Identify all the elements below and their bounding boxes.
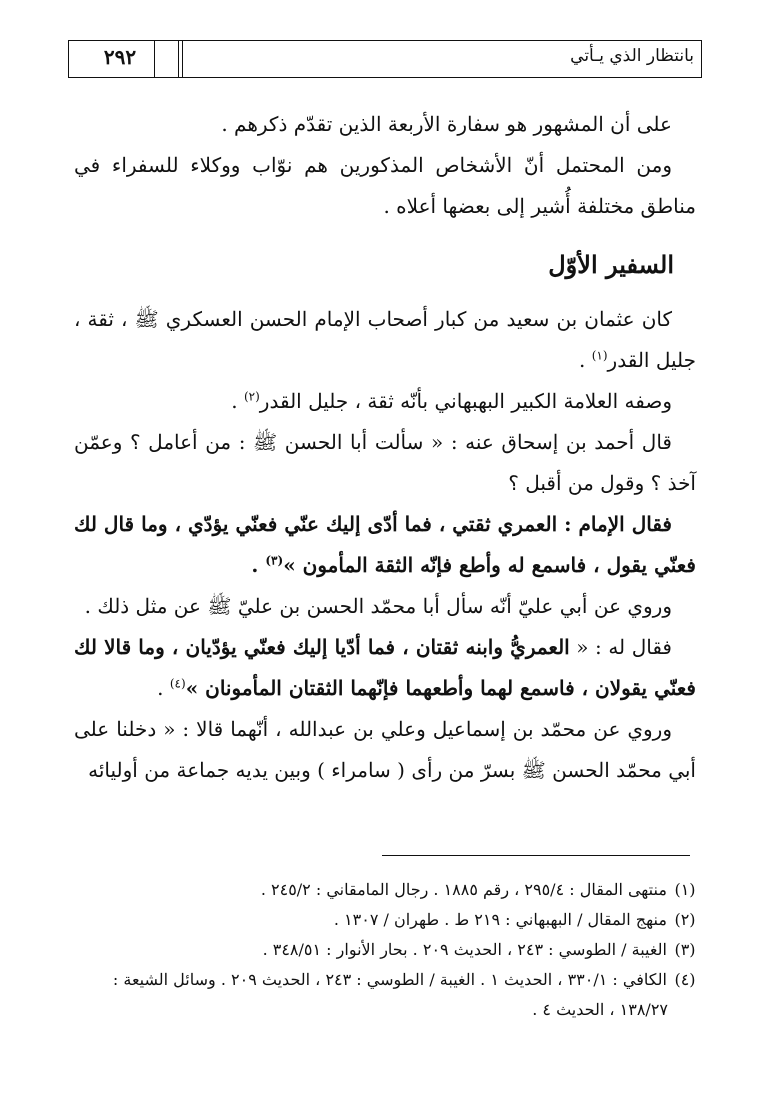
paragraph: وصفه العلامة الكبير البهبهاني بأنّه ثقة ، جليل القدر$^{(٢)}$ .: [231, 389, 672, 413]
footnote-text: الكافي : ٣٣٠/١ ، الحديث ١ . الغيبة / الطوسي : ٢٤٣ ، الحديث ٢٠٩ . وسائل الشيعة :: [112, 970, 667, 989]
footnote-text: منهج المقال / البهبهاني : ٢١٩ ط . طهران / ١٣٠٧ .: [333, 910, 667, 929]
footnote-separator: [382, 855, 690, 856]
footnote-ref: (٢): [243, 389, 260, 404]
paragraph-text: وصفه العلامة الكبير البهبهاني بأنّه ثقة ، جليل القدر: [259, 389, 672, 413]
quotation: فقال له : « العمريُّ وابنه ثقتان ، فما أدّيا إليك فعنّي يؤدّيان ، وما قالا لك فعنّي يقولان ، فاسمع لهما وأطعهما فإنّهما الثقتان المأمونان »$^{(٤)}$ .: [74, 635, 696, 700]
paragraph: على أن المشهور هو سفارة الأربعة الذين تقدّم ذكرهم .: [221, 112, 672, 136]
footnote: [70, 935, 698, 965]
main-text: [74, 104, 696, 791]
footnotes: [70, 875, 698, 1025]
running-title: بانتظار الذي يـأتي: [570, 46, 694, 66]
paragraph: كان عثمان بن سعيد من كبار أصحاب الإمام الحسن العسكري ﷺ ، ثقة ، جليل القدر$^{(١)}$ .: [74, 307, 696, 372]
footnote-number: (٢): [674, 910, 696, 929]
paragraph: قال أحمد بن إسحاق عنه : « سألت أبا الحسن ﷺ : من أعامل ؟ وعمّن آخذ ؟ وقول من أقبل ؟: [74, 430, 696, 495]
footnote-ref: (١): [591, 348, 608, 363]
footnote-ref: (٣): [265, 553, 284, 568]
footnote-number: (٣): [674, 940, 696, 959]
footnote-text: منتهى المقال : ٢٩٥/٤ ، رقم ١٨٨٥ . رجال المامقاني : ٢٤٥/٢ .: [260, 880, 667, 899]
quotation: فقال الإمام : العمري ثقتي ، فما أدّى إليك عنّي فعنّي يؤدّي ، وما قال لك فعنّي يقول ، فاسمع له وأطع فإنّه الثقة المأمون »$^{(٣)}$ .: [74, 512, 696, 577]
footnote: [70, 965, 698, 995]
quotation-text: العمريُّ وابنه ثقتان ، فما أدّيا إليك فعنّي يؤدّيان ، وما قالا لك فعنّي يقولان ، فاسمع لهما وأطعهما فإنّهما الثقتان المأمونان »: [74, 635, 696, 700]
footnote: [70, 905, 698, 935]
footnote-ref: (٤): [169, 676, 186, 691]
header-divider-line: [178, 40, 179, 78]
footnote-number: (٤): [674, 970, 696, 989]
footnote-number: (١): [674, 880, 696, 899]
footnote: [70, 875, 698, 905]
header-divider-line: [182, 40, 183, 78]
paragraph-text: كان عثمان بن سعيد من كبار أصحاب الإمام الحسن العسكري ﷺ ، ثقة ، جليل القدر: [74, 307, 696, 372]
paragraph: وروي عن أبي عليّ أنّه سأل أبا محمّد الحسن بن عليّ ﷺ عن مثل ذلك .: [84, 594, 672, 618]
paragraph: وروي عن محمّد بن إسماعيل وعلي بن عبدالله ، أنّهما قالا : « دخلنا على أبي محمّد الحسن ﷺ بسرّ من رأى ( سامراء ) وبين يديه جماعة من أوليائه: [74, 717, 696, 782]
footnote-continuation: ١٣٨/٢٧ ، الحديث ٤ .: [532, 1000, 668, 1019]
page-number: ٢٩٢: [103, 45, 137, 69]
quotation-lead: فقال له : «: [576, 635, 672, 659]
running-header: [68, 40, 702, 78]
paragraph: ومن المحتمل أنّ الأشخاص المذكورين هم نوّاب ووكلاء للسفراء في مناطق مختلفة أُشير إلى بعضها أعلاه .: [74, 153, 696, 218]
quotation-text: فقال الإمام : العمري ثقتي ، فما أدّى إليك عنّي فعنّي يؤدّي ، وما قال لك فعنّي يقول ، فاسمع له وأطع فإنّه الثقة المأمون »: [74, 512, 696, 577]
section-heading: السفير الأوّل: [548, 250, 674, 279]
footnote-text: الغيبة / الطوسي : ٢٤٣ ، الحديث ٢٠٩ . بحار الأنوار : ٣٤٨/٥١ .: [262, 940, 667, 959]
